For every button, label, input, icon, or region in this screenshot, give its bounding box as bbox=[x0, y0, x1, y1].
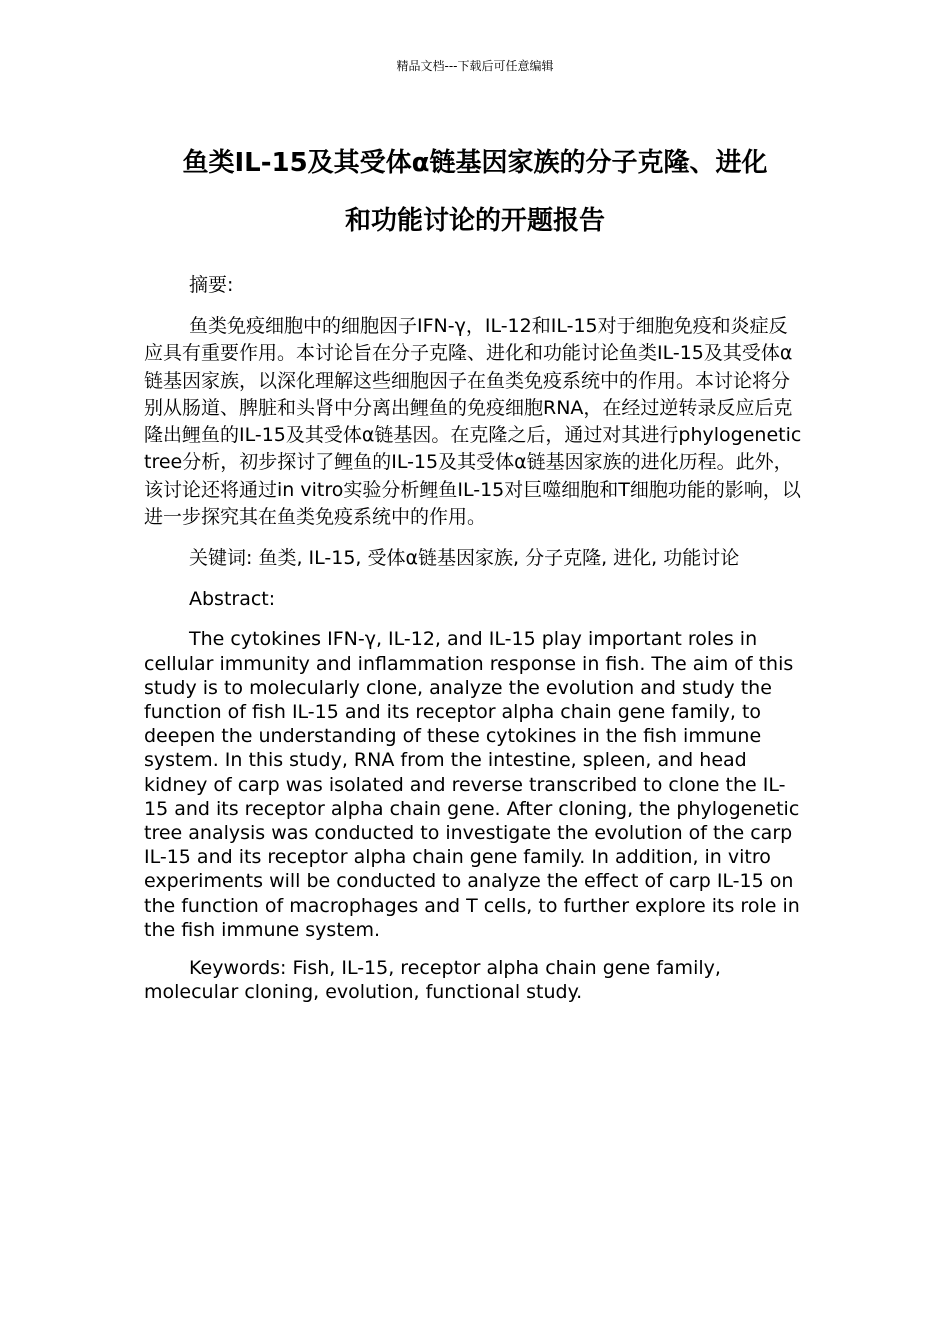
title-line-1: 鱼类IL-15及其受体α链基因家族的分子克隆、进化 bbox=[182, 148, 768, 178]
title-line-2: 和功能讨论的开题报告 bbox=[344, 206, 605, 236]
page-header: 精品文档---下载后可任意编辑 bbox=[396, 59, 554, 73]
abstract-en-text: The cytokines IFN-γ, IL-12, and IL-15 play important roles in cellular immunity and inflammation response in fish. The aim of this study is to molecularly clone, analyze the evolution and study the function of fish IL-15 and its receptor alpha chain gene family, to deepen the understanding of these cytokines in the fish immune system. In this study, RNA from the intestine, spleen, and head kidney of carp was isolated and reverse transcribed to clone the IL-15 and its receptor alpha chain gene. After cloning, the phylogenetic tree analysis was conducted to investigate the evolution of the carp IL-15 and its receptor alpha chain gene family. In addition, in vitro experiments will be conducted to analyze the effect of carp IL-15 on the function of macrophages and T cells, to further explore its role in the fish immune system. bbox=[144, 628, 800, 941]
keywords-cn: 关键词: 鱼类, IL-15, 受体α链基因家族, 分子克隆, 进化, 功能讨论 bbox=[189, 547, 740, 570]
document-title bbox=[100, 134, 850, 250]
document-body bbox=[144, 272, 806, 1004]
abstract-cn-label: 摘要: bbox=[189, 274, 234, 296]
abstract-cn-text: 鱼类免疫细胞中的细胞因子IFN-γ，IL-12和IL-15对于细胞免疫和炎症反应具有重要作用。本讨论旨在分子克隆、进化和功能讨论鱼类IL-15及其受体α链基因家族，以深化理解这些细胞因子在鱼类免疫系统中的作用。本讨论将分别从肠道、脾脏和头肾中分离出鲤鱼的免疫细胞RNA，在经过逆转录反应后克隆出鲤鱼的IL-15及其受体α链基因。在克隆之后，通过对其进行phylogenetic tree分析，初步探讨了鲤鱼的IL-15及其受体α链基因家族的进化历程。此外，该讨论还将通过in vitro实验分析鲤鱼IL-15对巨噬细胞和T细胞功能的影响，以进一步探究其在鱼类免疫系统中的作用。 bbox=[144, 315, 802, 529]
abstract-en-label: Abstract: bbox=[189, 588, 276, 611]
keywords-en: Keywords: Fish, IL-15, receptor alpha chain gene family, molecular cloning, evolution, functional study. bbox=[144, 957, 721, 1004]
